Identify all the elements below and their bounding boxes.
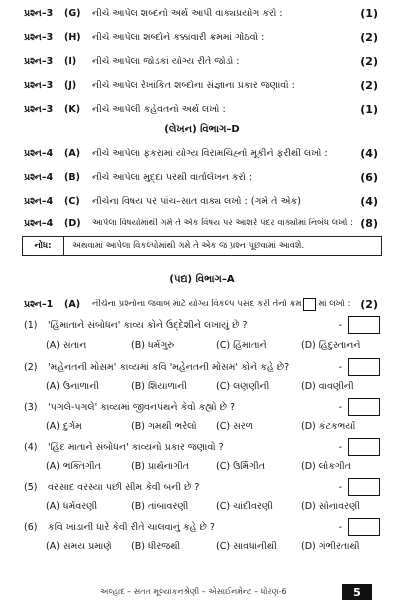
mcq-option[interactable]: (A) દુર્ગમ [46, 421, 82, 432]
mcq-option[interactable]: (C) ચાંદીવરણી [216, 501, 273, 512]
mcq-options [46, 541, 386, 557]
question-text: નીચે આપેલ શબ્દનો અર્થ આપી વાક્યપ્રયોગ કરો : [92, 7, 283, 19]
question-row [24, 214, 378, 232]
mcq-question [24, 398, 380, 416]
mcq-number: (4) [24, 441, 38, 453]
mcq-option[interactable]: (B) તાંબાવરણી [131, 501, 189, 512]
answer-box[interactable] [348, 518, 380, 536]
question-row [24, 168, 378, 186]
mcq-text: 'પગલે-પગલે' કાવ્યમાં જીવનપંથને કેવો કહ્યો છે ? [48, 401, 236, 413]
question-sub: (D) [64, 217, 81, 229]
mcq-option[interactable]: (A) ઉનાળાની [46, 381, 100, 392]
mcq-option[interactable]: (D) હિંદુસ્તાનને [301, 340, 361, 351]
question-sub: (J) [64, 79, 77, 91]
mcq-option[interactable]: (B) ધીરજથી [131, 541, 181, 552]
question-sub: (A) [64, 298, 81, 310]
question-sub: (K) [64, 103, 81, 115]
question-prefix: પ્રશ્ન–1 [24, 298, 54, 310]
answer-box-sample [303, 298, 316, 311]
answer-box[interactable] [348, 316, 380, 334]
question-marks: (1) [360, 6, 378, 20]
mcq-number: (2) [24, 361, 38, 373]
mcq-option[interactable]: (C) લણણીની [216, 381, 270, 392]
question-prefix: પ્રશ્ન–4 [24, 195, 54, 207]
question-row [24, 52, 378, 70]
mcq-text: વરસાદ વરસ્યા પછી સીમ કેવી બની છે ? [48, 481, 200, 493]
question-sub: (A) [64, 147, 81, 159]
mcq-question [24, 478, 380, 496]
question-marks: (6) [360, 170, 378, 184]
question-sub: (C) [64, 195, 80, 207]
question-marks: (8) [360, 216, 378, 230]
question-row [24, 76, 378, 94]
mcq-option[interactable]: (B) ધર્મગુરુ [131, 340, 175, 351]
note-text: અથવામાં આપેલા વિકલ્પોમાંથી ગમે તે એક જ પ્રશ્ન પૂછવામાં આવશે. [72, 241, 305, 251]
question-marks: (1) [360, 102, 378, 116]
question-prefix: પ્રશ્ન–4 [24, 171, 54, 183]
mcq-option[interactable]: (D) કંટકભર્યો [301, 421, 356, 432]
mcq-options [46, 501, 386, 517]
mcq-question [24, 358, 380, 376]
question-text: નીચે આપેલ રેખાંકિત શબ્દોના સંજ્ઞાના પ્રકાર જણાવો : [92, 79, 295, 91]
question-sub: (H) [64, 31, 81, 43]
mcq-number: (1) [24, 319, 38, 331]
mcq-number: (3) [24, 401, 38, 413]
mcq-options [46, 381, 386, 397]
question-sub: (G) [64, 7, 81, 19]
question-text: નીચે આપેલા શબ્દોને કક્કાવારી ક્રમમાં ગોઠવો : [92, 31, 265, 43]
mcq-option[interactable]: (B) શિયાળાની [131, 381, 188, 392]
mcq-option[interactable]: (A) સમય પ્રમાણે [46, 541, 112, 552]
mcq-option[interactable]: (D) વાવણીની [301, 381, 354, 392]
mcq-option[interactable]: (C) સરળ [216, 421, 254, 432]
footer-text: અલ્હાદ – સતત મૂલ્યાંકનશ્રેણી – એસાઈનમેન્ટ – ધોરણ-6 [100, 587, 287, 596]
mcq-option[interactable]: (C) સાવધાનીથી [216, 541, 277, 552]
mcq-text: 'મહેનતની મોસમ' કાવ્યમાં કવિ 'મહેનતની મોસમ' કોને કહે છે? [48, 361, 290, 373]
mcq-question [24, 518, 380, 536]
question-sub: (I) [64, 55, 77, 67]
mcq-option[interactable]: (D) લોકગીત [301, 461, 351, 472]
mcq-option[interactable]: (A) ધર્મવરણી [46, 501, 98, 512]
question-marks: (2) [360, 78, 378, 92]
mcq-options [46, 461, 386, 477]
dash: - [338, 401, 342, 413]
question-text: નીચે આપેલા ફકરામાં યોગ્ય વિરામચિહ્નો મૂકીને ફરીથી લખો : [92, 147, 328, 159]
mcq-question [24, 316, 380, 334]
question-text: નીચેના પ્રશ્નોના જવાબ માટે યોગ્ય વિકલ્પ પસંદ કરી તેનો ક્રમ [92, 299, 302, 309]
question-prefix: પ્રશ્ન–3 [24, 31, 54, 43]
question-row [24, 4, 378, 22]
question-prefix: પ્રશ્ન–3 [24, 103, 54, 115]
note-box [22, 236, 382, 256]
question-marks: (4) [360, 146, 378, 160]
question-prefix: પ્રશ્ન–3 [24, 55, 54, 67]
question-marks: (2) [360, 30, 378, 44]
question-text-after: માં લખો : [318, 299, 351, 309]
page-footer [0, 584, 404, 600]
mcq-number: (6) [24, 521, 38, 533]
mcq-text: 'હિંદ માતાને સંબોધન' કાવ્યનો પ્રકાર જણાવો ? [48, 441, 224, 453]
mcq-option[interactable]: (D) ગંભીરતાથી [301, 541, 360, 552]
mcq-text: કવિ ખાંડાની ધારે કેવી રીતે ચાલવાનું કહે છે ? [48, 521, 215, 533]
mcq-options [46, 340, 386, 356]
section-heading-padya: (પદ્ય) વિભાગ–A [169, 274, 235, 285]
question-row [24, 100, 378, 118]
answer-box[interactable] [348, 478, 380, 496]
mcq-option[interactable]: (A) ભક્તિગીત [46, 461, 101, 472]
answer-box[interactable] [348, 438, 380, 456]
mcq-option[interactable]: (C) ઉર્મિગીત [216, 461, 266, 472]
question-text: નીચે આપેલા જોડકાં યોગ્ય રીતે જોડો : [92, 55, 240, 67]
question-row [24, 144, 378, 162]
answer-box[interactable] [348, 358, 380, 376]
question-row [24, 192, 378, 210]
section-heading-lekhan: (લેખન) વિભાગ–D [164, 124, 240, 135]
dash: - [338, 521, 342, 533]
question-sub: (B) [64, 171, 80, 183]
padya-main-question [24, 295, 378, 313]
mcq-option[interactable]: (D) સોનાવરણી [301, 501, 361, 512]
mcq-question [24, 438, 380, 456]
question-text: નીચેના વિષય પર પાંચ–સાત વાક્ય લખો : (ગમે તે એક) [92, 195, 301, 207]
mcq-option[interactable]: (B) ગમથી ભરેલો [131, 421, 197, 432]
note-label: નોંધ: [23, 237, 64, 255]
question-text: આપેલા વિષયોમાંથી ગમે તે એક વિષય પર આશરે પંદર વાક્યોમાં નિબંધ લખો : [92, 218, 353, 228]
mcq-option[interactable]: (C) હિંમાતાને [216, 340, 267, 351]
dash: - [338, 319, 342, 331]
question-marks: (2) [360, 54, 378, 68]
question-row [24, 28, 378, 46]
question-marks: (4) [360, 194, 378, 208]
mcq-option[interactable]: (A) સંતાન [46, 340, 87, 351]
question-marks: (2) [360, 297, 378, 311]
mcq-option[interactable]: (B) પ્રાર્થનાગીત [131, 461, 190, 472]
question-prefix: પ્રશ્ન–3 [24, 7, 54, 19]
question-text: નીચે આપેલી કહેવતનો અર્થ લખો : [92, 103, 226, 115]
dash: - [338, 441, 342, 453]
mcq-options [46, 421, 386, 437]
answer-box[interactable] [348, 398, 380, 416]
question-prefix: પ્રશ્ન–4 [24, 147, 54, 159]
question-prefix: પ્રશ્ન–4 [24, 217, 54, 229]
dash: - [338, 361, 342, 373]
dash: - [338, 481, 342, 493]
question-text: નીચે આપેલા મુદ્દા પરથી વાર્તાલેખન કરો : [92, 171, 253, 183]
page-number: 5 [342, 584, 372, 600]
mcq-text: 'હિંમાતાને સંબોધન' કાવ્ય કોને ઉદ્દેશીને લખાયું છે ? [48, 319, 248, 331]
mcq-number: (5) [24, 481, 38, 493]
question-prefix: પ્રશ્ન–3 [24, 79, 54, 91]
